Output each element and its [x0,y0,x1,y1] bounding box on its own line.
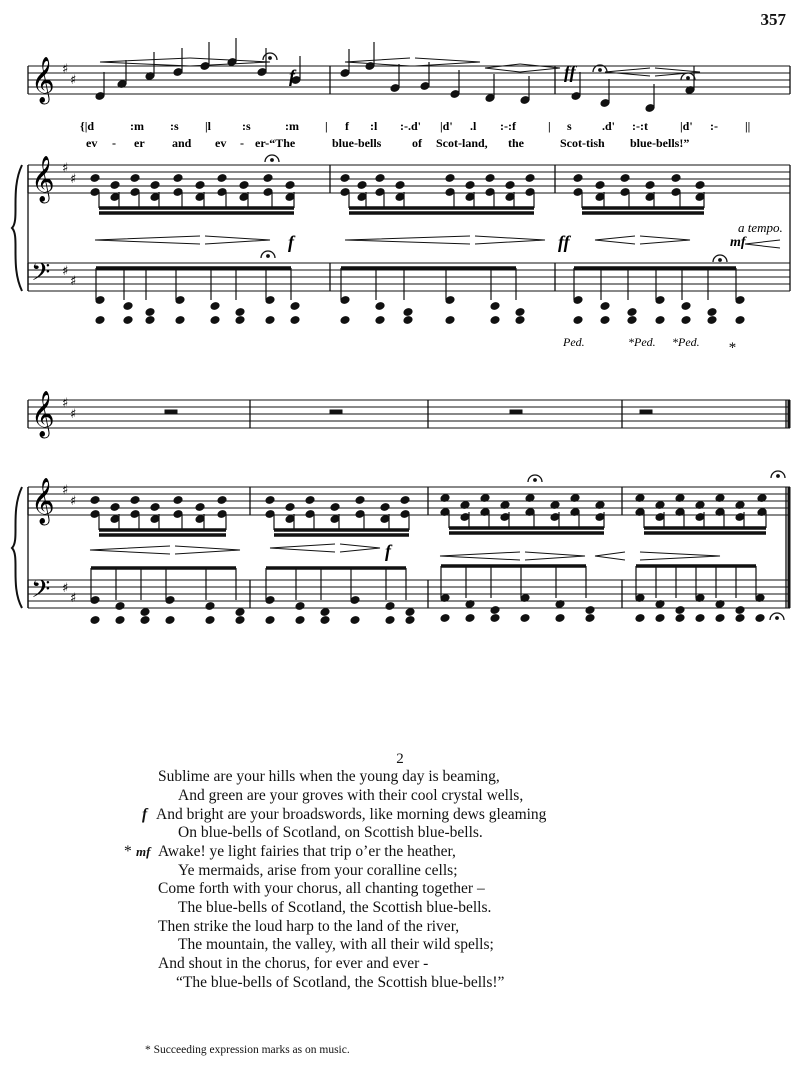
solfa-9: :l [370,119,378,133]
solfa-6: :m [285,119,299,133]
footnote-text: Succeeding expression marks as on music. [153,1044,350,1056]
svg-text:𝄞: 𝄞 [31,156,55,202]
verse-line-1: Sublime are your hills when the young day is beaming, [158,768,500,785]
lyric-9: of [412,136,422,150]
lyric-1: ev [86,136,98,150]
svg-text:♯: ♯ [62,161,69,176]
footnote-star: * [145,1044,151,1056]
dynamic-f-system2: f [385,541,391,561]
svg-text:𝄞: 𝄞 [31,57,55,103]
svg-text:♯: ♯ [70,494,77,509]
page-number: 357 [760,10,786,29]
dynamic-f-voice: f [289,66,295,86]
lyric-7: er-“The [255,136,296,150]
dynamic-ff-piano: ff [558,232,570,252]
verse-dynamic-mf: mf [136,844,151,859]
solfa-8: f [345,119,349,133]
svg-text:♯: ♯ [70,172,77,187]
verse-line-6: Ye mermaids, arise from your coralline cells; [178,862,458,879]
dynamic-mf: mf [730,235,746,250]
lyric-11: the [508,136,524,150]
svg-text:𝄢: 𝄢 [31,575,51,610]
dynamic-f-piano: f [288,232,294,252]
verse-star: * [124,843,132,860]
solfa-10: :-.d' [400,119,421,133]
lyric-5: ev [215,136,227,150]
verse-line-5: Awake! ye light fairies that trip o’er the heather, [158,843,456,860]
svg-text:♯: ♯ [62,62,69,77]
lyric-8: blue-bells [332,136,382,150]
verse-number: 2 [396,751,404,767]
solfa-17: :-:t [632,119,648,133]
solfa-11: |d' [440,119,453,133]
svg-text:♯: ♯ [70,274,77,289]
svg-text:♯: ♯ [62,483,69,498]
lyric-3: er [134,136,145,150]
solfa-12: .l [470,119,477,133]
solfa-3: :s [170,119,179,133]
svg-text:♯: ♯ [62,581,69,596]
solfa-18: |d' [680,119,693,133]
verse-line-4: On blue-bells of Scotland, on Scottish blue-bells. [178,824,483,841]
svg-text:♯: ♯ [62,264,69,279]
pedal-3: *Ped. [672,335,700,349]
svg-text:♯: ♯ [70,407,77,422]
hairpins [90,58,780,560]
verse-line-10: The mountain, the valley, with all their wild spells; [178,936,494,953]
solfa-16: .d' [602,119,616,133]
a-tempo: a tempo. [738,220,783,235]
solfa-20: || [745,119,751,133]
verse-line-3: And bright are your broadswords, like morning dews gleaming [156,806,547,823]
footnote [145,1044,350,1056]
solfa-15: s [567,119,572,133]
verse-line-12: “The blue-bells of Scotland, the Scottish blue-bells!” [176,974,505,991]
pedal-1: Ped. [563,335,585,349]
svg-text:♯: ♯ [62,396,69,411]
verse-line-7: Come forth with your chorus, all chanting together – [158,880,485,897]
verse-line-11: And shout in the chorus, for ever and ever - [158,955,429,972]
svg-text:♯: ♯ [70,73,77,88]
pedal-star: * [728,340,736,356]
solfa-14: | [548,119,551,133]
lyric-10: Scot-land, [436,136,488,150]
dynamic-ff-voice: ff [564,62,576,82]
lyric-12: Scot-tish [560,136,605,150]
svg-text:♯: ♯ [70,591,77,606]
solfa-1: {|d [80,119,95,133]
svg-text:𝄞: 𝄞 [31,478,55,524]
solfa-19: :- [710,119,718,133]
lyric-4: and [172,136,192,150]
lyrics-line [86,136,689,150]
verse-line-8: The blue-bells of Scotland, the Scottish blue-bells. [178,899,492,916]
svg-text:𝄢: 𝄢 [31,258,51,293]
verse-dynamic-f: f [142,806,148,823]
solfa-line [80,119,750,133]
solfa-2: :m [130,119,144,133]
verse-2 [0,750,800,991]
lyric-2: - [112,136,116,150]
pedal-2: *Ped. [628,335,656,349]
verse-line-9: Then strike the loud harp to the land of the river, [158,918,460,935]
svg-text:𝄞: 𝄞 [31,391,55,437]
solfa-5: :s [242,119,251,133]
clefs [31,57,76,610]
lyric-6: - [240,136,244,150]
verse-line-2: And green are your groves with their cool crystal wells, [178,787,524,804]
solfa-13: :-:f [500,119,516,133]
lyric-13: blue-bells!” [630,136,690,150]
solfa-7: | [325,119,328,133]
solfa-4: |l [205,119,211,133]
